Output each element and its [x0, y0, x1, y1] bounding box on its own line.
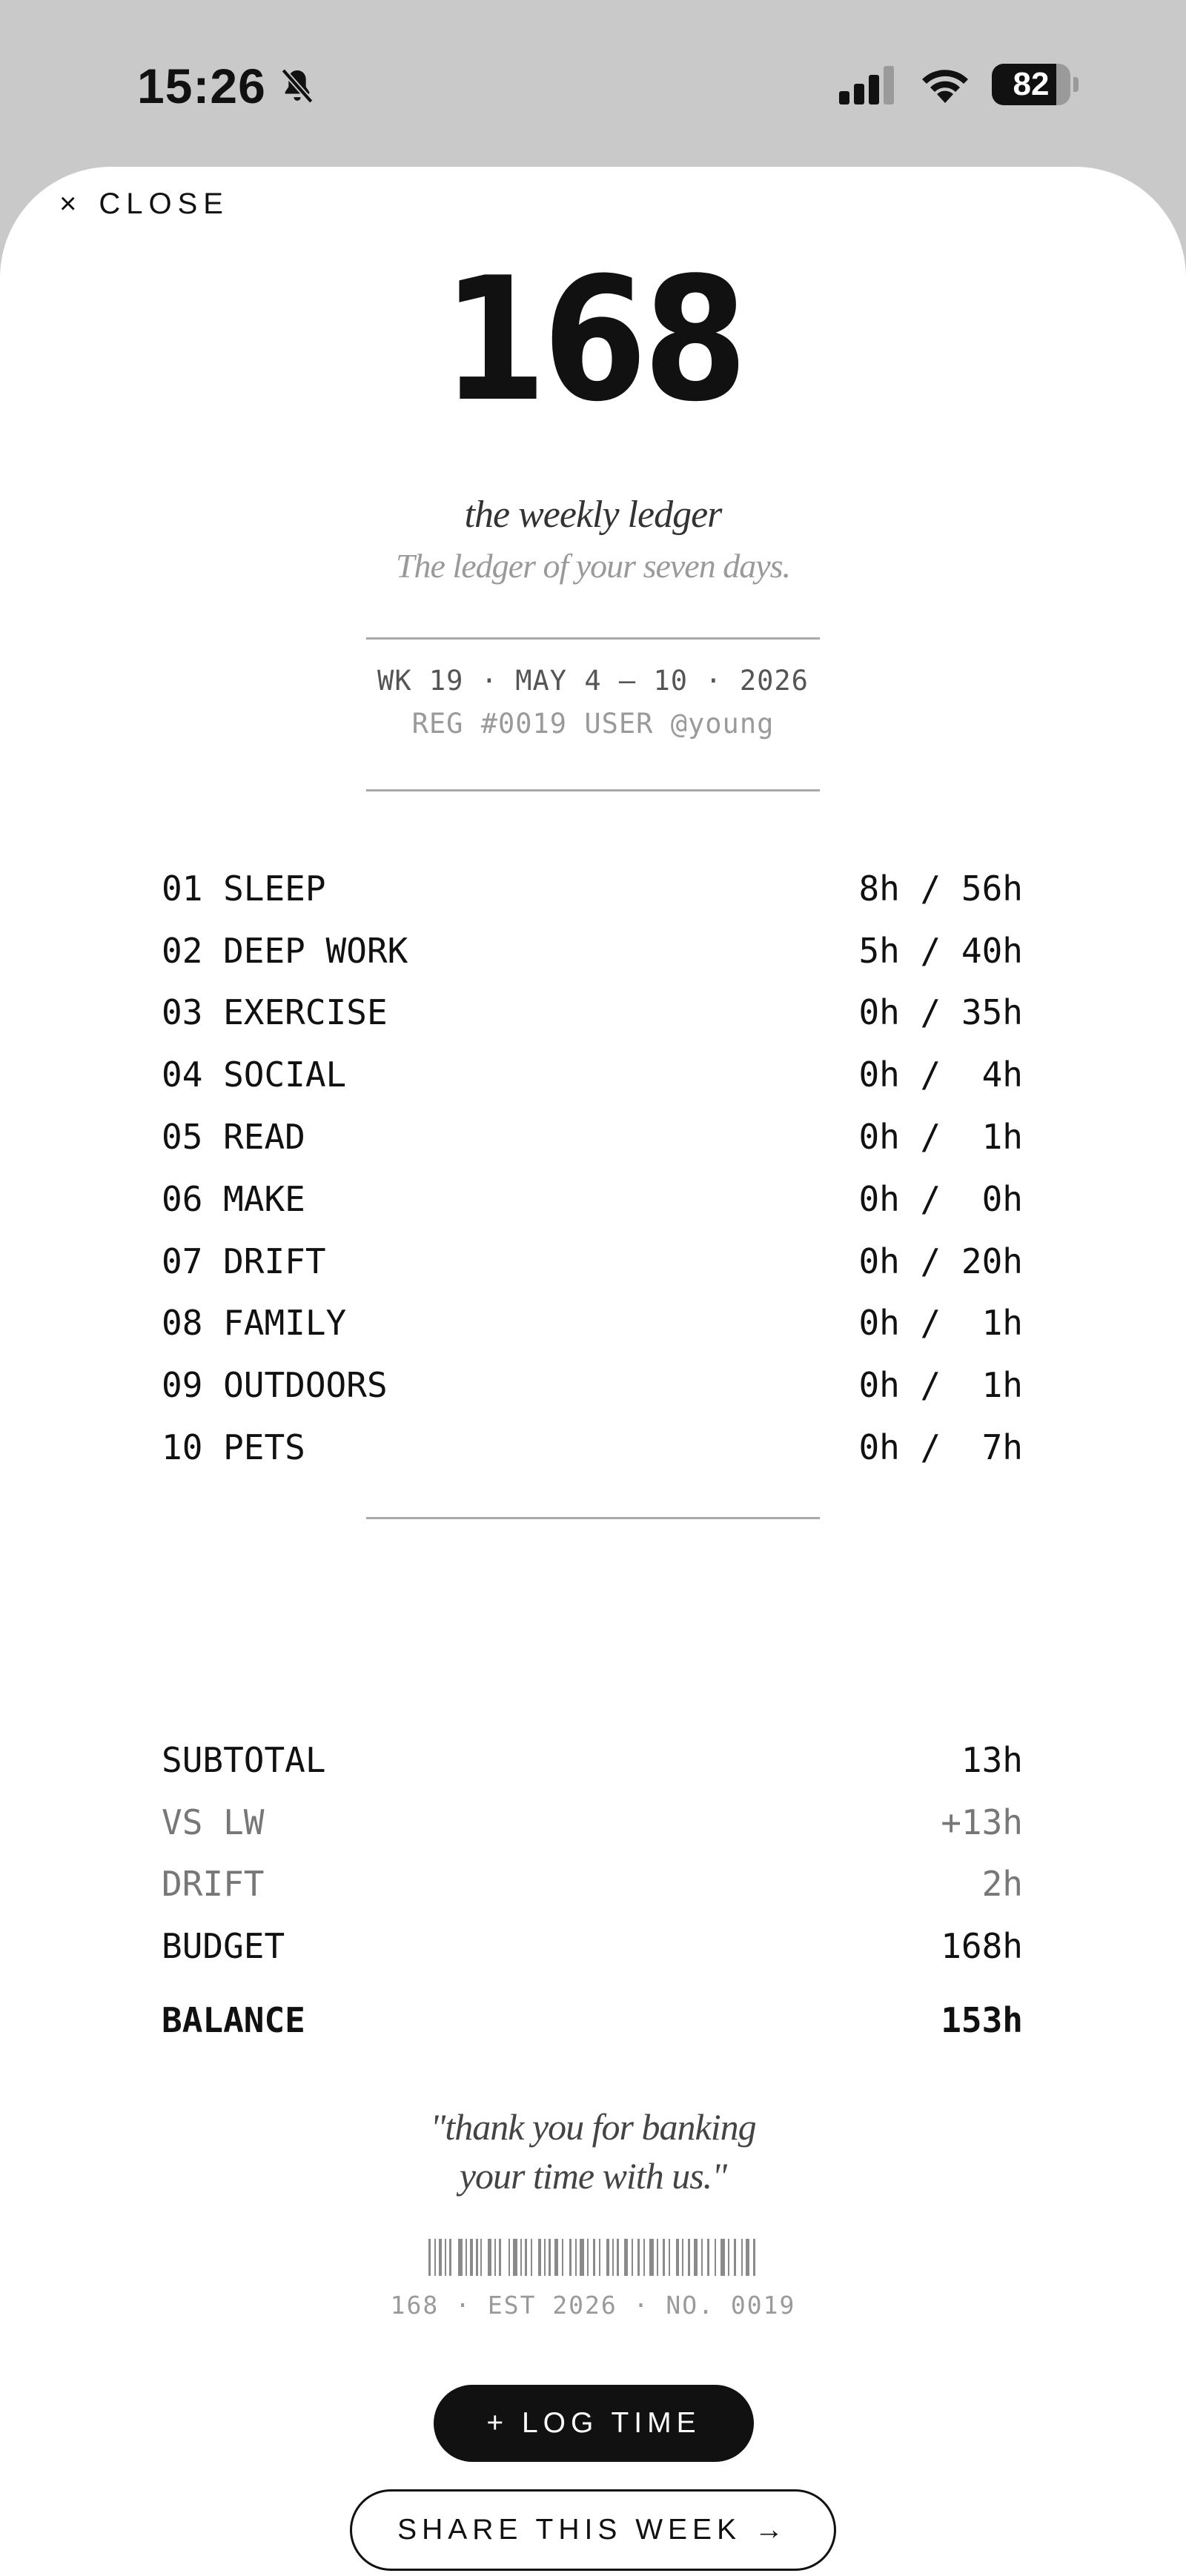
ledger-amount: 0h / 4h [858, 1055, 1023, 1095]
barcode-icon [428, 2239, 758, 2276]
ledger-label: 09 OUTDOORS [162, 1365, 388, 1406]
ledger-amount: 0h / 1h [858, 1303, 1023, 1344]
total-value: 13h [961, 1739, 1023, 1780]
ledger-amount: 0h / 20h [858, 1241, 1023, 1281]
ledger-label: 10 PETS [162, 1427, 305, 1468]
balance-value: 153h [941, 2000, 1023, 2040]
ledger-label: 03 EXERCISE [162, 992, 388, 1033]
ledger-row[interactable] [162, 1043, 1023, 1106]
totals-list [162, 1729, 1023, 1977]
ledger-amount: 5h / 40h [858, 930, 1023, 971]
ledger-amount: 0h / 0h [858, 1178, 1023, 1219]
ledger-amount: 0h / 7h [858, 1427, 1023, 1468]
ledger-subtitle: the weekly ledger [464, 494, 722, 536]
ledger-label: 04 SOCIAL [162, 1055, 347, 1095]
bell-slash-icon [276, 65, 318, 107]
quote-line-1: "thank you for banking [430, 2106, 756, 2148]
ledger-amount: 0h / 1h [858, 1365, 1023, 1406]
share-week-button[interactable]: SHARE THIS WEEK → [350, 2489, 836, 2571]
wifi-icon [918, 64, 973, 104]
ledger-amount: 0h / 35h [858, 992, 1023, 1033]
ledger-row[interactable] [162, 1354, 1023, 1416]
ledger-row[interactable] [162, 1168, 1023, 1230]
cellular-signal-icon [838, 64, 898, 104]
total-label: SUBTOTAL [162, 1739, 326, 1780]
ledger-list [162, 857, 1023, 1478]
ledger-row[interactable] [162, 1106, 1023, 1168]
quote-line-2: your time with us." [459, 2155, 727, 2197]
ledger-row[interactable] [162, 982, 1023, 1044]
ledger-label: 01 SLEEP [162, 868, 326, 909]
ledger-amount: 8h / 56h [858, 868, 1023, 909]
total-label: VS LW [162, 1802, 265, 1842]
divider-totals [366, 1517, 820, 1519]
battery-level: 82 [992, 64, 1070, 105]
status-time [137, 58, 318, 114]
ledger-label: 06 MAKE [162, 1178, 305, 1219]
balance-row [162, 2000, 1023, 2040]
total-label: DRIFT [162, 1864, 265, 1905]
week-range: WK 19 · MAY 4 — 10 · 2026 [377, 665, 809, 697]
clock-text: 15:26 [137, 59, 266, 113]
status-icons [838, 64, 1079, 105]
subtotal-row [162, 1729, 1023, 1791]
ledger-row[interactable] [162, 1292, 1023, 1355]
status-bar [0, 0, 1186, 167]
total-value: 2h [981, 1864, 1023, 1905]
close-button[interactable] [59, 187, 229, 221]
ledger-label: 07 DRIFT [162, 1241, 326, 1281]
ledger-row[interactable] [162, 1230, 1023, 1292]
vs-last-week-row [162, 1791, 1023, 1853]
balance-label: BALANCE [162, 2000, 305, 2040]
total-value: 168h [941, 1925, 1023, 1966]
divider-top [366, 637, 820, 640]
budget-row [162, 1915, 1023, 1977]
ledger-tagline: The ledger of your seven days. [395, 547, 791, 585]
divider-meta [366, 789, 820, 791]
ledger-sheet [0, 167, 1186, 2576]
close-label: CLOSE [99, 187, 229, 220]
thank-you-quote [0, 2102, 1186, 2200]
ledger-row[interactable] [162, 920, 1023, 982]
app-title: 168 [442, 242, 744, 439]
log-time-button[interactable]: + LOG TIME [434, 2385, 754, 2462]
ledger-label: 08 FAMILY [162, 1303, 347, 1344]
ledger-row[interactable] [162, 857, 1023, 920]
close-icon: × [59, 187, 83, 220]
drift-row [162, 1853, 1023, 1915]
total-value: +13h [941, 1802, 1023, 1842]
battery-icon [992, 64, 1079, 105]
barcode-caption: 168 · EST 2026 · NO. 0019 [390, 2291, 796, 2320]
ledger-row[interactable] [162, 1416, 1023, 1478]
ledger-label: 02 DEEP WORK [162, 930, 408, 971]
ledger-label: 05 READ [162, 1117, 305, 1158]
registration-line: REG #0019 USER @young [411, 708, 775, 740]
ledger-amount: 0h / 1h [858, 1117, 1023, 1158]
total-label: BUDGET [162, 1925, 285, 1966]
battery-tip [1073, 77, 1079, 92]
